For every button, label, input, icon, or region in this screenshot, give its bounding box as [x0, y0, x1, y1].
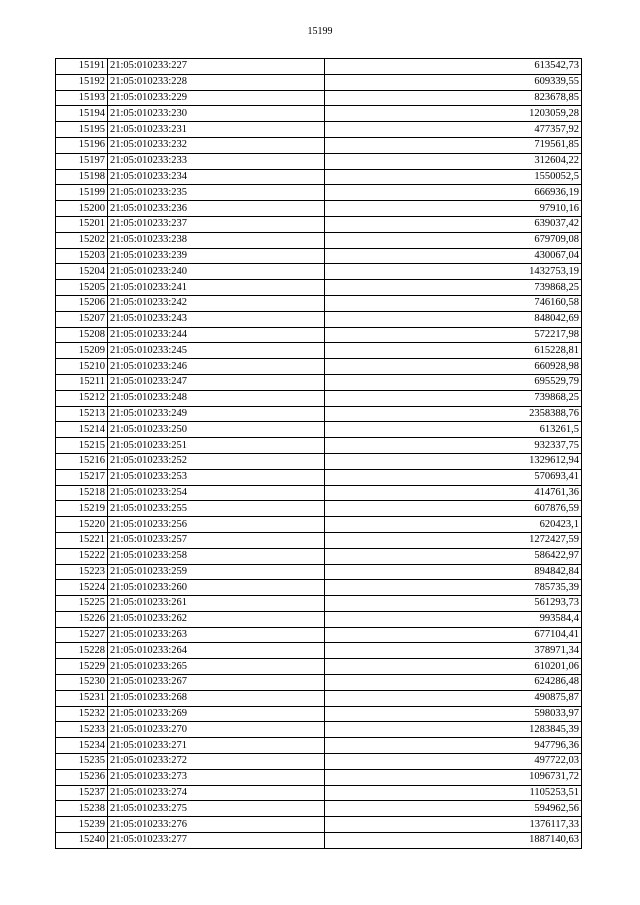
table-row — [56, 74, 582, 90]
value-cell: 746160,58 — [325, 295, 582, 311]
cadastral-number-cell: 21:05:010233:263 — [108, 627, 325, 643]
cadastral-number-cell: 21:05:010233:262 — [108, 611, 325, 627]
table-row — [56, 90, 582, 106]
cadastral-number-cell: 21:05:010233:241 — [108, 280, 325, 296]
value-cell: 785735,39 — [325, 580, 582, 596]
value-cell: 1550052,5 — [325, 169, 582, 185]
row-number-cell: 15218 — [56, 485, 108, 501]
cadastral-number-cell: 21:05:010233:274 — [108, 785, 325, 801]
table-row — [56, 675, 582, 691]
table-row — [56, 106, 582, 122]
cadastral-number-cell: 21:05:010233:242 — [108, 295, 325, 311]
cadastral-number-cell: 21:05:010233:234 — [108, 169, 325, 185]
value-cell: 848042,69 — [325, 311, 582, 327]
value-cell: 570693,41 — [325, 469, 582, 485]
value-cell: 1105253,51 — [325, 785, 582, 801]
value-cell: 490875,87 — [325, 690, 582, 706]
table-row — [56, 438, 582, 454]
cadastral-number-cell: 21:05:010233:245 — [108, 343, 325, 359]
value-cell: 739868,25 — [325, 390, 582, 406]
table-row — [56, 580, 582, 596]
table-row — [56, 627, 582, 643]
cadastral-number-cell: 21:05:010233:252 — [108, 453, 325, 469]
table-row — [56, 422, 582, 438]
cadastral-number-cell: 21:05:010233:255 — [108, 501, 325, 517]
value-cell: 719561,85 — [325, 137, 582, 153]
row-number-cell: 15197 — [56, 153, 108, 169]
table-row — [56, 327, 582, 343]
value-cell: 2358388,76 — [325, 406, 582, 422]
row-number-cell: 15220 — [56, 517, 108, 533]
row-number-cell: 15232 — [56, 706, 108, 722]
cadastral-number-cell: 21:05:010233:228 — [108, 74, 325, 90]
row-number-cell: 15239 — [56, 817, 108, 833]
cadastral-number-cell: 21:05:010233:265 — [108, 659, 325, 675]
value-cell: 430067,04 — [325, 248, 582, 264]
row-number-cell: 15195 — [56, 122, 108, 138]
value-cell: 572217,98 — [325, 327, 582, 343]
table-row — [56, 406, 582, 422]
value-cell: 378971,34 — [325, 643, 582, 659]
row-number-cell: 15207 — [56, 311, 108, 327]
value-cell: 598033,97 — [325, 706, 582, 722]
cadastral-number-cell: 21:05:010233:272 — [108, 754, 325, 770]
table-row — [56, 754, 582, 770]
row-number-cell: 15206 — [56, 295, 108, 311]
row-number-cell: 15205 — [56, 280, 108, 296]
value-cell: 615228,81 — [325, 343, 582, 359]
table-row — [56, 248, 582, 264]
cadastral-number-cell: 21:05:010233:269 — [108, 706, 325, 722]
row-number-cell: 15210 — [56, 359, 108, 375]
table-row — [56, 216, 582, 232]
value-cell: 677104,41 — [325, 627, 582, 643]
table-row — [56, 517, 582, 533]
row-number-cell: 15222 — [56, 548, 108, 564]
row-number-cell: 15238 — [56, 801, 108, 817]
table-row — [56, 59, 582, 75]
value-cell: 1887140,63 — [325, 833, 582, 849]
cadastral-number-cell: 21:05:010233:250 — [108, 422, 325, 438]
value-cell: 97910,16 — [325, 201, 582, 217]
cadastral-number-cell: 21:05:010233:258 — [108, 548, 325, 564]
row-number-cell: 15219 — [56, 501, 108, 517]
table-row — [56, 390, 582, 406]
cadastral-number-cell: 21:05:010233:260 — [108, 580, 325, 596]
value-cell: 610201,06 — [325, 659, 582, 675]
row-number-cell: 15216 — [56, 453, 108, 469]
cadastral-value-table — [55, 58, 582, 849]
value-cell: 609339,55 — [325, 74, 582, 90]
row-number-cell: 15201 — [56, 216, 108, 232]
cadastral-number-cell: 21:05:010233:270 — [108, 722, 325, 738]
value-cell: 1376117,33 — [325, 817, 582, 833]
row-number-cell: 15202 — [56, 232, 108, 248]
page-number: 15199 — [307, 26, 333, 37]
table-row — [56, 706, 582, 722]
table-row — [56, 311, 582, 327]
table-row — [56, 485, 582, 501]
table-row — [56, 532, 582, 548]
value-cell: 1203059,28 — [325, 106, 582, 122]
table-row — [56, 501, 582, 517]
cadastral-number-cell: 21:05:010233:239 — [108, 248, 325, 264]
cadastral-number-cell: 21:05:010233:227 — [108, 59, 325, 75]
table-row — [56, 359, 582, 375]
row-number-cell: 15215 — [56, 438, 108, 454]
table-row — [56, 801, 582, 817]
table-row — [56, 690, 582, 706]
value-cell: 561293,73 — [325, 596, 582, 612]
row-number-cell: 15194 — [56, 106, 108, 122]
row-number-cell: 15235 — [56, 754, 108, 770]
row-number-cell: 15217 — [56, 469, 108, 485]
value-cell: 477357,92 — [325, 122, 582, 138]
row-number-cell: 15198 — [56, 169, 108, 185]
cadastral-number-cell: 21:05:010233:271 — [108, 738, 325, 754]
value-cell: 823678,85 — [325, 90, 582, 106]
cadastral-number-cell: 21:05:010233:251 — [108, 438, 325, 454]
row-number-cell: 15224 — [56, 580, 108, 596]
row-number-cell: 15192 — [56, 74, 108, 90]
cadastral-number-cell: 21:05:010233:253 — [108, 469, 325, 485]
row-number-cell: 15226 — [56, 611, 108, 627]
cadastral-number-cell: 21:05:010233:231 — [108, 122, 325, 138]
cadastral-number-cell: 21:05:010233:275 — [108, 801, 325, 817]
table-row — [56, 169, 582, 185]
cadastral-number-cell: 21:05:010233:254 — [108, 485, 325, 501]
cadastral-number-cell: 21:05:010233:267 — [108, 675, 325, 691]
row-number-cell: 15236 — [56, 769, 108, 785]
value-cell: 947796,36 — [325, 738, 582, 754]
value-cell: 993584,4 — [325, 611, 582, 627]
table-row — [56, 343, 582, 359]
table-row — [56, 374, 582, 390]
table-row — [56, 785, 582, 801]
cadastral-number-cell: 21:05:010233:256 — [108, 517, 325, 533]
table-row — [56, 153, 582, 169]
cadastral-number-cell: 21:05:010233:264 — [108, 643, 325, 659]
row-number-cell: 15196 — [56, 137, 108, 153]
value-cell: 695529,79 — [325, 374, 582, 390]
cadastral-number-cell: 21:05:010233:237 — [108, 216, 325, 232]
row-number-cell: 15234 — [56, 738, 108, 754]
table-row — [56, 769, 582, 785]
row-number-cell: 15214 — [56, 422, 108, 438]
value-cell: 1329612,94 — [325, 453, 582, 469]
row-number-cell: 15233 — [56, 722, 108, 738]
table-row — [56, 596, 582, 612]
row-number-cell: 15204 — [56, 264, 108, 280]
row-number-cell: 15211 — [56, 374, 108, 390]
cadastral-number-cell: 21:05:010233:238 — [108, 232, 325, 248]
table-row — [56, 817, 582, 833]
row-number-cell: 15208 — [56, 327, 108, 343]
row-number-cell: 15203 — [56, 248, 108, 264]
cadastral-number-cell: 21:05:010233:259 — [108, 564, 325, 580]
cadastral-number-cell: 21:05:010233:248 — [108, 390, 325, 406]
table-row — [56, 738, 582, 754]
value-cell: 894842,84 — [325, 564, 582, 580]
table-row — [56, 264, 582, 280]
value-cell: 607876,59 — [325, 501, 582, 517]
cadastral-number-cell: 21:05:010233:230 — [108, 106, 325, 122]
cadastral-number-cell: 21:05:010233:277 — [108, 833, 325, 849]
row-number-cell: 15212 — [56, 390, 108, 406]
row-number-cell: 15240 — [56, 833, 108, 849]
row-number-cell: 15223 — [56, 564, 108, 580]
cadastral-number-cell: 21:05:010233:243 — [108, 311, 325, 327]
table-row — [56, 232, 582, 248]
cadastral-number-cell: 21:05:010233:236 — [108, 201, 325, 217]
value-cell: 594962,56 — [325, 801, 582, 817]
row-number-cell: 15213 — [56, 406, 108, 422]
value-cell: 414761,36 — [325, 485, 582, 501]
value-cell: 1096731,72 — [325, 769, 582, 785]
cadastral-number-cell: 21:05:010233:232 — [108, 137, 325, 153]
value-cell: 620423,1 — [325, 517, 582, 533]
table-row — [56, 722, 582, 738]
value-cell: 932337,75 — [325, 438, 582, 454]
value-cell: 1272427,59 — [325, 532, 582, 548]
table-row — [56, 295, 582, 311]
table-row — [56, 564, 582, 580]
cadastral-number-cell: 21:05:010233:235 — [108, 185, 325, 201]
value-cell: 739868,25 — [325, 280, 582, 296]
row-number-cell: 15227 — [56, 627, 108, 643]
value-cell: 586422,97 — [325, 548, 582, 564]
cadastral-number-cell: 21:05:010233:273 — [108, 769, 325, 785]
cadastral-number-cell: 21:05:010233:240 — [108, 264, 325, 280]
row-number-cell: 15228 — [56, 643, 108, 659]
table-row — [56, 643, 582, 659]
row-number-cell: 15221 — [56, 532, 108, 548]
cadastral-number-cell: 21:05:010233:244 — [108, 327, 325, 343]
row-number-cell: 15229 — [56, 659, 108, 675]
table-row — [56, 611, 582, 627]
row-number-cell: 15225 — [56, 596, 108, 612]
value-cell: 624286,48 — [325, 675, 582, 691]
cadastral-number-cell: 21:05:010233:257 — [108, 532, 325, 548]
table-row — [56, 122, 582, 138]
table-row — [56, 833, 582, 849]
value-cell: 1432753,19 — [325, 264, 582, 280]
value-cell: 1283845,39 — [325, 722, 582, 738]
value-cell: 497722,03 — [325, 754, 582, 770]
row-number-cell: 15191 — [56, 59, 108, 75]
row-number-cell: 15193 — [56, 90, 108, 106]
table-row — [56, 659, 582, 675]
cadastral-number-cell: 21:05:010233:229 — [108, 90, 325, 106]
table-row — [56, 548, 582, 564]
value-cell: 679709,08 — [325, 232, 582, 248]
table-row — [56, 469, 582, 485]
row-number-cell: 15237 — [56, 785, 108, 801]
table-row — [56, 185, 582, 201]
value-cell: 613261,5 — [325, 422, 582, 438]
cadastral-number-cell: 21:05:010233:268 — [108, 690, 325, 706]
cadastral-number-cell: 21:05:010233:233 — [108, 153, 325, 169]
value-cell: 639037,42 — [325, 216, 582, 232]
table-row — [56, 201, 582, 217]
table-body — [56, 59, 582, 849]
value-cell: 660928,98 — [325, 359, 582, 375]
table-row — [56, 453, 582, 469]
row-number-cell: 15209 — [56, 343, 108, 359]
table-row — [56, 280, 582, 296]
row-number-cell: 15230 — [56, 675, 108, 691]
cadastral-number-cell: 21:05:010233:261 — [108, 596, 325, 612]
cadastral-number-cell: 21:05:010233:276 — [108, 817, 325, 833]
cadastral-number-cell: 21:05:010233:247 — [108, 374, 325, 390]
cadastral-number-cell: 21:05:010233:246 — [108, 359, 325, 375]
value-cell: 613542,73 — [325, 59, 582, 75]
cadastral-number-cell: 21:05:010233:249 — [108, 406, 325, 422]
row-number-cell: 15199 — [56, 185, 108, 201]
row-number-cell: 15231 — [56, 690, 108, 706]
table-row — [56, 137, 582, 153]
value-cell: 312604,22 — [325, 153, 582, 169]
row-number-cell: 15200 — [56, 201, 108, 217]
value-cell: 666936,19 — [325, 185, 582, 201]
